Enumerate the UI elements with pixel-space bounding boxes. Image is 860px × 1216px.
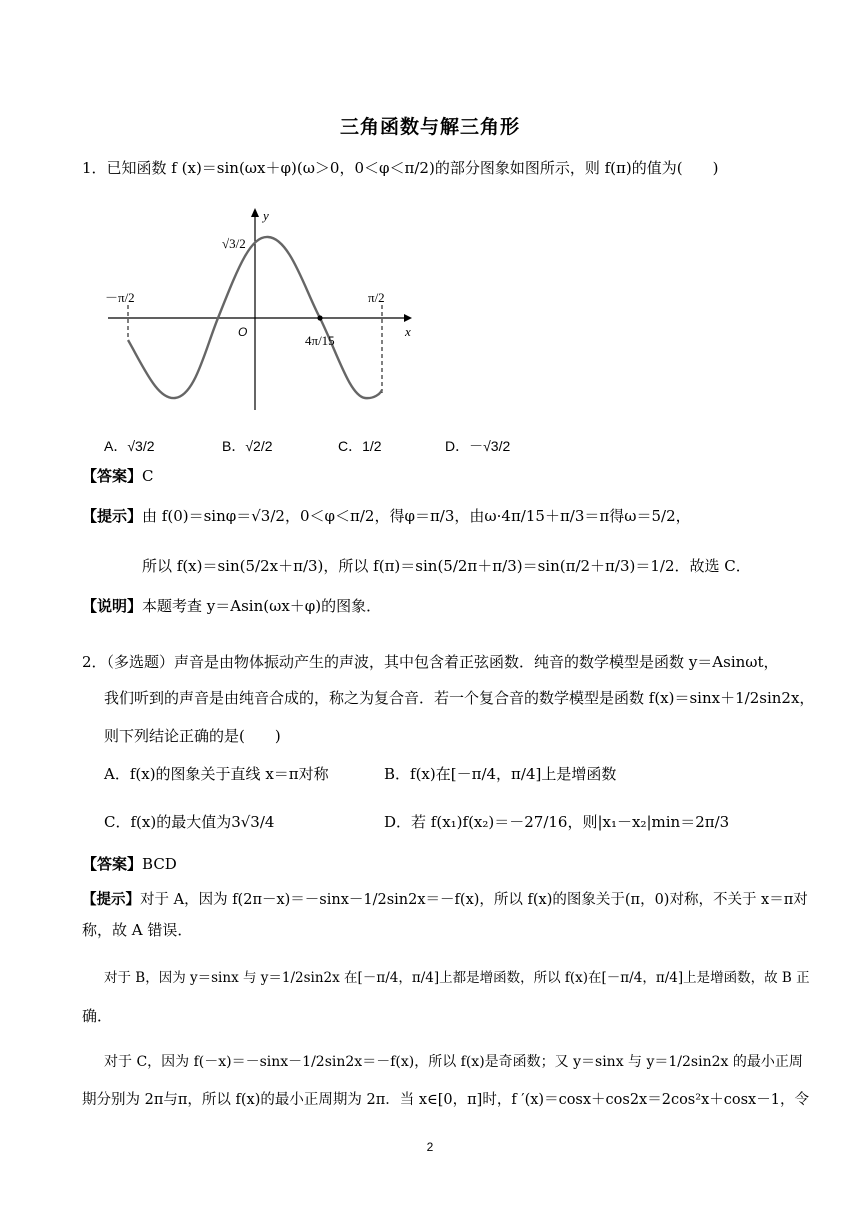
- option-label: C．: [338, 438, 363, 454]
- q2-answer: [82, 854, 177, 874]
- hint-tag: 【提示】: [82, 892, 140, 908]
- q2-option-c: C．f(x)的最大值为3√3/4: [104, 813, 275, 831]
- q2-stem-line-2: 我们听到的声音是由纯音合成的，称之为复合音．若一个复合音的数学模型是函数 f(x)＝sinx＋1/2sin2x，: [104, 689, 815, 707]
- page-title: 三角函数与解三角形: [339, 116, 520, 138]
- hint-text: 由 f(0)＝sinφ＝√3/2，0＜φ＜π/2，得φ＝π/3，由ω·4π/15＋π/3＝π得ω＝5/2，: [142, 507, 691, 525]
- option-label: B．: [222, 438, 246, 454]
- y-axis-label: y: [263, 208, 269, 223]
- right-end-label: π/2: [368, 290, 385, 305]
- option-value: 1/2: [362, 438, 382, 454]
- q1-note: [82, 596, 381, 616]
- option-value: √3/2: [127, 438, 155, 454]
- q1-option-a: [104, 436, 155, 456]
- hint-tag: 【提示】: [82, 507, 143, 525]
- q2-hint-line-6: 期分别为 2π与π，所以 f(x)的最小正周期为 2π．当 x∈[0，π]时，f ′(x)＝cosx＋cos2x＝2cos²x＋cosx－1，令: [82, 1092, 809, 1108]
- answer-value: BCD: [142, 855, 177, 873]
- page-number: 2: [426, 1140, 434, 1154]
- option-label: A．: [104, 438, 128, 454]
- note-text: 本题考查 y＝Asin(ωx＋φ)的图象．: [142, 597, 382, 615]
- answer-tag: 【答案】: [82, 855, 143, 873]
- x-axis-arrow-icon: [404, 314, 412, 322]
- answer-value: C: [142, 467, 154, 485]
- option-value: √2/2: [245, 438, 273, 454]
- q2-hint-line-3: 对于 B，因为 y＝sinx 与 y＝1/2sin2x 在[－π/4，π/4]上都是增函数，所以 f(x)在[－π/4，π/4]上是增函数，故 B 正: [104, 970, 810, 986]
- q1-option-d: [445, 436, 510, 456]
- q1-stem: 1．已知函数 f (x)＝sin(ωx＋φ)(ω＞0，0＜φ＜π/2)的部分图象如图所示，则 f(π)的值为( ): [82, 159, 719, 177]
- q2-hint-line-5: 对于 C，因为 f(－x)＝－sinx－1/2sin2x＝－f(x)，所以 f(x)是奇函数；又 y＝sinx 与 y＝1/2sin2x 的最小正周: [104, 1054, 803, 1070]
- q2-stem-line-1: 2．（多选题）声音是由物体振动产生的声波，其中包含着正弦函数．纯音的数学模型是函数 y＝Asinωt，: [82, 653, 779, 671]
- q1-sine-graph: [100, 200, 430, 415]
- zero-label: 4π/15: [305, 333, 335, 348]
- q1-hint-line-2: 所以 f(x)＝sin(5/2x＋π/3)，所以 f(π)＝sin(5/2π＋π/3)＝sin(π/2＋π/3)＝1/2．故选 C．: [142, 557, 751, 575]
- q2-stem-line-3: 则下列结论正确的是( ): [104, 727, 281, 745]
- q1-option-b: [222, 436, 273, 456]
- y-axis-arrow-icon: [251, 208, 259, 217]
- origin-label: O: [238, 325, 248, 339]
- q2-option-b: B．f(x)在[－π/4，π/4]上是增函数: [384, 765, 617, 783]
- answer-tag: 【答案】: [82, 467, 143, 485]
- option-value: －√3/2: [469, 438, 511, 454]
- q2-hint-line-1: [82, 890, 808, 910]
- hint-text: 对于 A，因为 f(2π－x)＝－sinx－1/2sin2x＝－f(x)，所以 f(x)的图象关于(π，0)对称，不关于 x＝π对: [140, 892, 808, 908]
- x-axis-label: x: [405, 324, 411, 339]
- note-tag: 【说明】: [82, 597, 143, 615]
- q1-option-c: [338, 436, 382, 456]
- option-label: D．: [445, 438, 470, 454]
- q1-answer: [82, 466, 154, 486]
- left-end-label: －π/2: [105, 290, 135, 305]
- q2-hint-line-2: 称，故 A 错误．: [82, 921, 193, 939]
- q2-option-d: D．若 f(x₁)f(x₂)＝－27/16，则|x₁－x₂|min＝2π/3: [384, 813, 730, 831]
- q1-hint-line-1: [82, 506, 691, 526]
- q2-option-a: A．f(x)的图象关于直线 x＝π对称: [104, 765, 329, 783]
- zero-point: [317, 315, 322, 320]
- q2-hint-line-4: 确．: [82, 1007, 113, 1025]
- peak-label: √3/2: [222, 236, 246, 251]
